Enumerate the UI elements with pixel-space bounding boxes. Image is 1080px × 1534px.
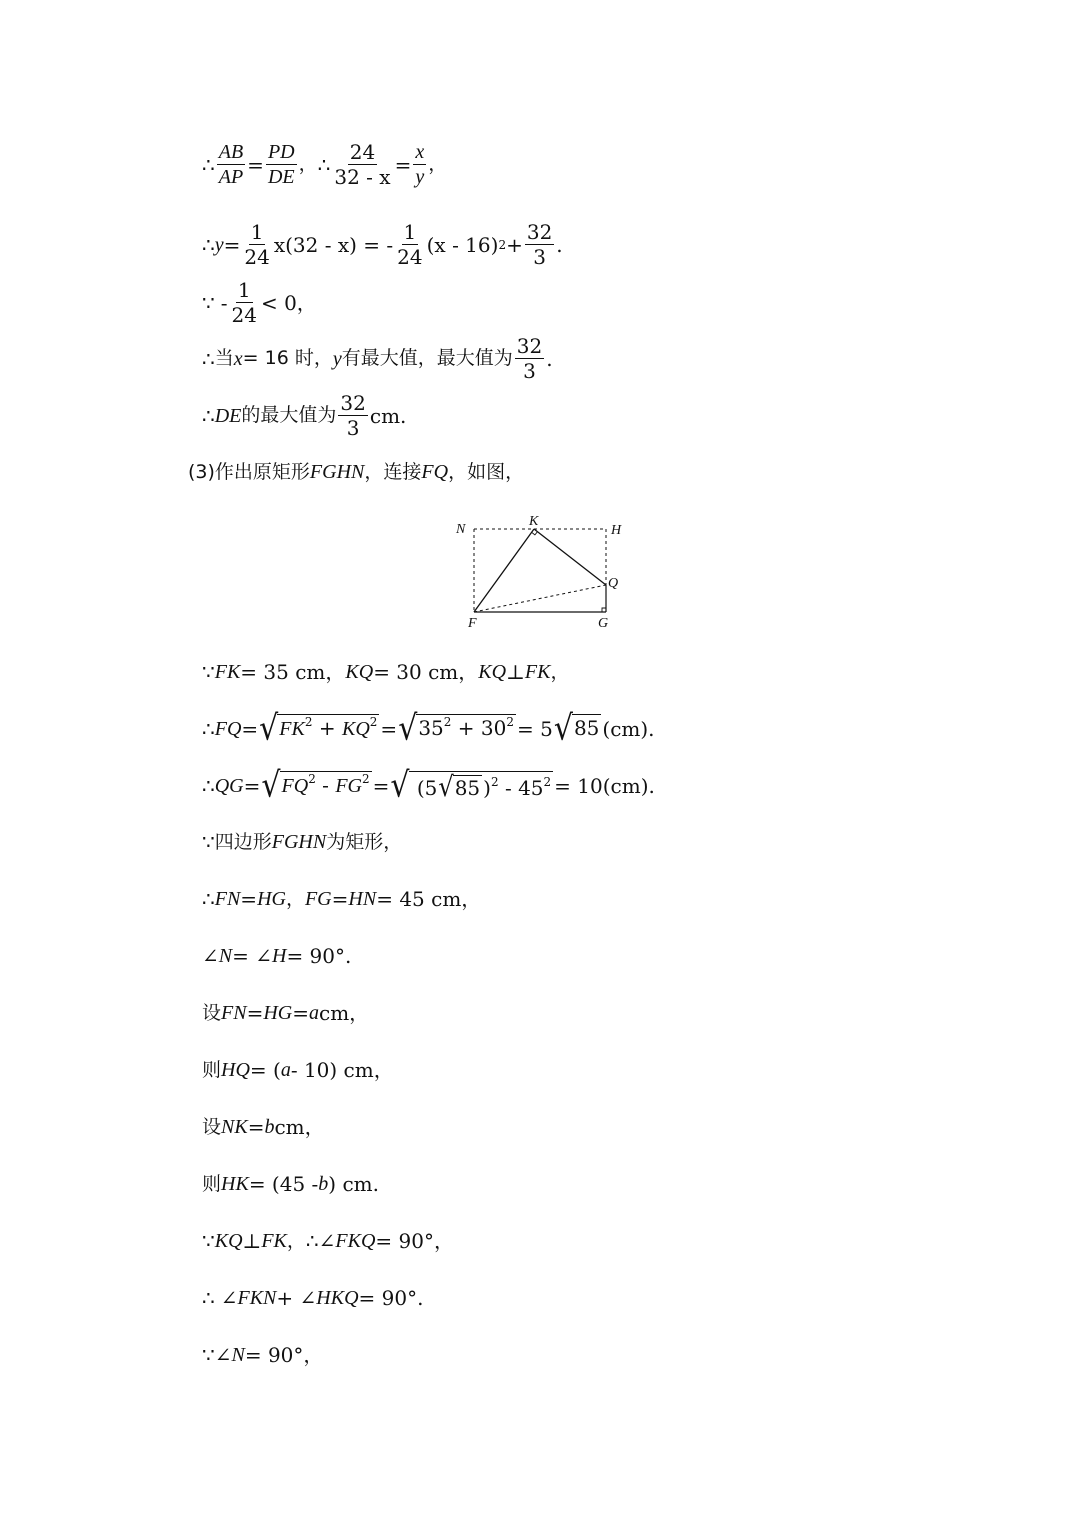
line-let-b: 设 NK = b cm， (202, 1115, 325, 1139)
line-let-a: 设 FN = HG = a cm， (202, 1001, 370, 1025)
line-coefficient-negative: ∵ - $\frac{1}{24}$ < 0， (202, 278, 317, 327)
therefore-symbol: ∴ (317, 152, 331, 177)
fraction: $\frac{AB}{AP}$ (218, 141, 244, 188)
fraction: $\frac{32}{3}$ (526, 220, 553, 269)
rectangle-figure (440, 508, 640, 633)
line-angle-sum: ∴ ∠ FKN + ∠ HKQ = 90°. (202, 1286, 424, 1310)
line-de-maximum: ∴ DE 的最大值为 $\frac{32}{3}$ cm. (202, 391, 407, 440)
therefore-symbol: ∴ (202, 152, 215, 177)
label-g: G (598, 616, 609, 631)
line-hq-expression: 则 HQ = ( a - 10) cm， (202, 1058, 394, 1082)
fraction: $\frac{PD}{DE}$ (267, 141, 295, 188)
line-y-expression: ∴ y = $\frac{1}{24}$ x(32 - x) = - $\frac{1}{24}$ (x - 16) 2 + $\frac{32}{3}$ . (202, 220, 563, 269)
line-given-lengths: ∵ FK = 35 cm， KQ = 30 cm， KQ ⊥ FK ， (202, 660, 570, 684)
label-f: F (468, 616, 477, 631)
label-h: H (611, 523, 622, 538)
square-root: √ (5 √ 85 )$^2 - 45^2$ (390, 765, 552, 806)
line-qg-length: ∴ QG = √ $FQ^2 - FG^2$ = √ (5 √ 85 )$^2 - 45^2$ = 10(cm). (202, 765, 655, 806)
line-maximum-value: ∴ 当 x = 16 时， y 有最大值，最大值为 $\frac{32}{3}$ . (202, 334, 553, 383)
fraction: $\frac{1}{24}$ (397, 220, 423, 269)
edge-kq (534, 529, 606, 585)
label-k: K (529, 514, 539, 529)
line-side-equalities: ∴ FN = HG ， FG = HN = 45 cm， (202, 887, 482, 911)
edge-fk (474, 529, 534, 612)
line-rectangle-statement: ∵ 四边形 FGHN 为矩形， (202, 830, 403, 854)
label-n: N (456, 522, 466, 537)
fraction: $\frac{32}{3}$ (340, 391, 366, 440)
square-root: √ $FQ^2 - FG^2$ (261, 765, 370, 806)
line-part-3-intro: (3)作出原矩形 FGHN ，连接 FQ ，如图， (188, 460, 525, 483)
fraction: $\frac{x}{y}$ (415, 141, 425, 188)
label-q: Q (608, 576, 619, 591)
edge-fq-dashed (474, 585, 606, 612)
line-angle-n: ∵ ∠ N = 90°， (202, 1343, 324, 1367)
fraction: $\frac{32}{3}$ (516, 334, 543, 383)
line-ratio-equation: ∴ $\frac{AB}{AP}$ = $\frac{PD}{DE}$ ， ∴ $\frac{24}{32 - x}$ = $\frac{x}{y}$ ， (202, 140, 448, 189)
line-right-angles: ∠ N = ∠ H = 90°. (202, 944, 352, 968)
line-hk-expression: 则 HK = (45 - b ) cm. (202, 1172, 379, 1196)
square-root: √ $35^2 + 30^2$ (398, 708, 514, 749)
line-fq-length: ∴ FQ = √ $FK^2 + KQ^2$ = √ $35^2 + 30^2$ = 5 √ 85 (cm). (202, 708, 655, 749)
fraction: $\frac{1}{24}$ (244, 220, 270, 269)
fraction: $\frac{24}{32 - x}$ (334, 140, 391, 189)
square-root: √ $FK^2 + KQ^2$ (259, 708, 378, 749)
fraction: $\frac{1}{24}$ (231, 278, 257, 327)
square-root: √ 85 (553, 708, 600, 749)
line-perpendicular: ∵ KQ ⊥ FK ， ∴ ∠ FKQ = 90°， (202, 1229, 454, 1253)
